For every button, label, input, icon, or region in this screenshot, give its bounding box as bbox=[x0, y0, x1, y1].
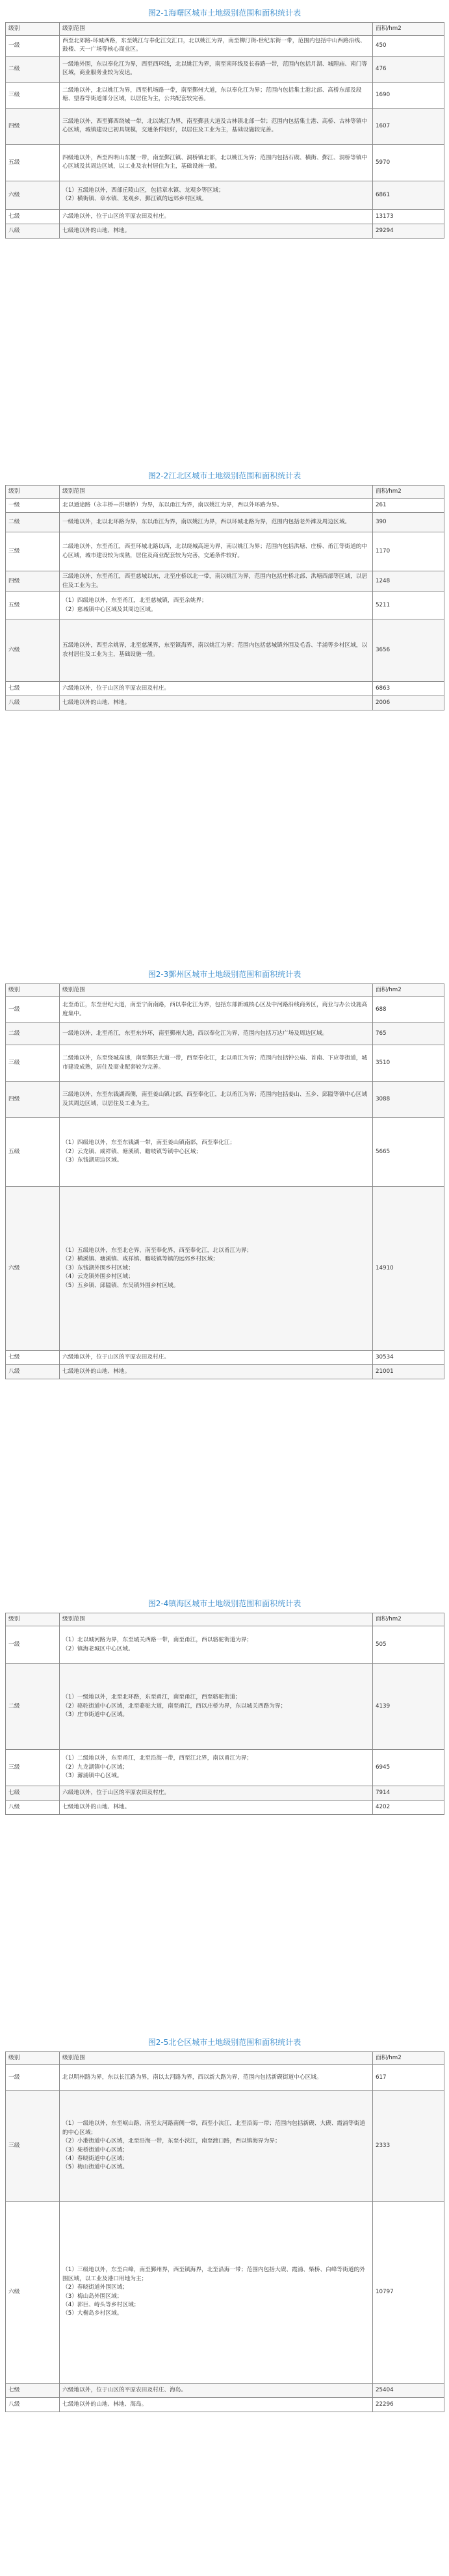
table-row bbox=[6, 2202, 444, 2384]
area-cell: 5211 bbox=[373, 592, 444, 619]
range-text: 三级地以外，西至鄞西绕城一带，北以姚江为界，南至鄞县大道及古林镇北部一带；范围内包括集士港、高桥、古林等镇中心区域，城镇建设已初具规模，交通条件较好，以居住及工业为主，基础设施较完善。 bbox=[62, 118, 368, 134]
area-cell: 13173 bbox=[373, 209, 444, 224]
table-row bbox=[6, 682, 444, 696]
table-row bbox=[6, 513, 444, 532]
range-text: 三级地以外，东至甬江，西至慈城以东，北至庄桥以北一带，南以姚江为界，范围内包括庄桥北部、洪塘西部等区域，以居住及工业为主。 bbox=[62, 573, 368, 589]
table-row bbox=[6, 997, 444, 1023]
table-title: 图2-2江北区城市土地级别范围和面积统计表 bbox=[148, 471, 301, 480]
grade-cell: 一级 bbox=[6, 36, 60, 57]
table-row bbox=[6, 2384, 444, 2398]
grade-cell: 二级 bbox=[6, 56, 60, 82]
table-row bbox=[6, 619, 444, 682]
column-header: 面积/hm2 bbox=[373, 486, 444, 499]
grade-cell: 六级 bbox=[6, 1187, 60, 1351]
table-title: 图2-5北仑区城市土地级别范围和面积统计表 bbox=[148, 2038, 301, 2047]
table-header-row bbox=[6, 486, 444, 499]
range-cell bbox=[60, 2384, 373, 2398]
grade-cell: 八级 bbox=[6, 2398, 60, 2412]
grade-cell: 八级 bbox=[6, 1801, 60, 1815]
range-text: 七级地以外的山地、林地。 bbox=[62, 1368, 131, 1375]
grade-table-section bbox=[5, 2033, 444, 2412]
area-cell: 3510 bbox=[373, 1045, 444, 1082]
grade-cell: 一级 bbox=[6, 499, 60, 513]
grade-cell: 七级 bbox=[6, 1351, 60, 1365]
range-cell bbox=[60, 209, 373, 224]
area-cell: 22296 bbox=[373, 2398, 444, 2412]
range-cell bbox=[60, 1045, 373, 1082]
area-cell: 617 bbox=[373, 2065, 444, 2091]
range-cell bbox=[60, 1786, 373, 1801]
area-cell: 476 bbox=[373, 56, 444, 82]
range-text: （1）二级地以外，东至甬江，北至沿海一带，西至江北界，南以甬江为界； （2）九龙湖镇中心区域； （3）澥浦镇中心区域。 bbox=[62, 1755, 253, 1780]
table-row bbox=[6, 36, 444, 57]
range-text: 七级地以外的山地、林地。 bbox=[62, 227, 131, 234]
area-cell: 4139 bbox=[373, 1664, 444, 1750]
range-text: 六级地以外，位于山区的平原农田及村庄。 bbox=[62, 1353, 170, 1360]
range-text: 北至甬江，东至世纪大道，南至宁南南路，西以奉化江为界，包括东部新城核心区及中河路沿线商务区，商业与办公设施高度集中。 bbox=[62, 1002, 368, 1017]
area-cell: 14910 bbox=[373, 1187, 444, 1351]
grade-cell: 六级 bbox=[6, 2202, 60, 2384]
range-text: 七级地以外的山地、林地。 bbox=[62, 1803, 131, 1810]
grade-cell: 五级 bbox=[6, 1118, 60, 1187]
area-cell: 1170 bbox=[373, 532, 444, 571]
area-cell: 450 bbox=[373, 36, 444, 57]
grade-cell: 七级 bbox=[6, 209, 60, 224]
table-row bbox=[6, 2398, 444, 2412]
table-row bbox=[6, 1082, 444, 1118]
table-header-row bbox=[6, 23, 444, 36]
grade-cell: 四级 bbox=[6, 1082, 60, 1118]
range-cell bbox=[60, 1187, 373, 1351]
area-cell: 30534 bbox=[373, 1351, 444, 1365]
range-text: 一级地外围，东以奉化江为界，西至西环线，北以姚江为界，南至南环线及长春路一带，范围内包括月湖、城隍庙、南门等区域，商业服务业较为发达。 bbox=[62, 60, 368, 77]
table-title: 图2-3鄞州区城市土地级别范围和面积统计表 bbox=[148, 970, 301, 979]
column-header: 级别范围 bbox=[60, 2052, 373, 2065]
table-row bbox=[6, 56, 444, 82]
area-cell: 3088 bbox=[373, 1082, 444, 1118]
table-title: 图2-1海曙区城市土地级别范围和面积统计表 bbox=[148, 8, 301, 18]
table-row bbox=[6, 1187, 444, 1351]
table-row bbox=[6, 532, 444, 571]
area-cell: 505 bbox=[373, 1626, 444, 1664]
range-cell bbox=[60, 592, 373, 619]
table-row bbox=[6, 1351, 444, 1365]
table-row bbox=[6, 181, 444, 209]
grade-table-section bbox=[5, 1594, 444, 1815]
range-text: 一级地以外，北以北环路为界，东以甬江为界，南以姚江为界，西以环城北路为界，范围内包括老外滩及周边区域。 bbox=[62, 518, 351, 525]
column-header: 级别 bbox=[6, 2052, 60, 2065]
table-row bbox=[6, 592, 444, 619]
range-cell bbox=[60, 532, 373, 571]
range-cell bbox=[60, 2202, 373, 2384]
range-text: 六级地以外，位于山区的平原农田及村庄。 bbox=[62, 213, 170, 220]
grade-cell: 三级 bbox=[6, 1045, 60, 1082]
table-row bbox=[6, 1118, 444, 1187]
range-text: （1）四级地以外，东至东钱湖一带，南至姜山镇南部，西至奉化江； （2）云龙镇、咸祥镇、塘溪镇、瞻岐镇等镇中心区域； （3）东钱湖周边区域。 bbox=[62, 1139, 236, 1164]
range-text: 五级地以外，西至余姚界，北至慈溪界，东至镇海界，南以姚江为界；范围内包括慈城镇外围及毛岙、半浦等乡村区域，以农村居住及工业为主，基础设施一般。 bbox=[62, 642, 368, 658]
range-cell bbox=[60, 499, 373, 513]
range-text: 四级地以外，西至四明山东麓一带，南至鄞江镇、洞桥镇北部，北以姚江为界；范围内包括石碶、横街、鄞江、洞桥等镇中心区域及其周边区域，以工业及农村居住为主，基础设施一般。 bbox=[62, 154, 368, 170]
grade-cell: 二级 bbox=[6, 1664, 60, 1750]
table-row bbox=[6, 108, 444, 144]
table-row bbox=[6, 2091, 444, 2202]
grade-cell: 三级 bbox=[6, 82, 60, 108]
area-cell: 7914 bbox=[373, 1786, 444, 1801]
table-row bbox=[6, 571, 444, 592]
grade-cell: 一级 bbox=[6, 997, 60, 1023]
range-text: 六级地以外，位于山区的平原农田及村庄、海岛。 bbox=[62, 2386, 187, 2393]
column-header: 级别范围 bbox=[60, 1613, 373, 1626]
table-row bbox=[6, 1045, 444, 1082]
grade-cell: 七级 bbox=[6, 682, 60, 696]
grade-cell: 三级 bbox=[6, 1750, 60, 1786]
range-cell bbox=[60, 181, 373, 209]
range-cell bbox=[60, 82, 373, 108]
area-cell: 3656 bbox=[373, 619, 444, 682]
table-row bbox=[6, 1664, 444, 1750]
table-row bbox=[6, 144, 444, 181]
column-header: 面积/hm2 bbox=[373, 984, 444, 997]
column-header: 面积/hm2 bbox=[373, 23, 444, 36]
range-cell bbox=[60, 619, 373, 682]
range-cell bbox=[60, 682, 373, 696]
range-text: （1）五级地以外，东至北仑界，南至奉化界，西至奉化江，北以甬江为界； （2）横溪镇、塘溪镇、咸祥镇、瞻岐镇等镇的远郊乡村区域； （3）东钱湖外围乡村区域； （4）云龙镇外围乡村区域； （5）五乡镇、邱隘镇、东吴镇外围乡村区域。 bbox=[62, 1247, 253, 1289]
range-cell bbox=[60, 1801, 373, 1815]
column-header: 级别 bbox=[6, 23, 60, 36]
grade-cell: 二级 bbox=[6, 513, 60, 532]
grade-table-section bbox=[5, 467, 444, 710]
grade-table-section bbox=[5, 965, 444, 1379]
area-cell: 10797 bbox=[373, 2202, 444, 2384]
grade-cell: 八级 bbox=[6, 1365, 60, 1379]
range-cell bbox=[60, 696, 373, 710]
table-row bbox=[6, 1801, 444, 1815]
column-header: 级别 bbox=[6, 984, 60, 997]
table-row bbox=[6, 1750, 444, 1786]
column-header: 级别范围 bbox=[60, 23, 373, 36]
area-cell: 6863 bbox=[373, 682, 444, 696]
range-text: （1）一级地以外，北至北环路，东至甬江，南至甬江，西至骆驼街道； （2）骆驼街道中心区域，北至骆驼大道，南至甬江，西以庄桥为界，东以城关西路为界； （3）庄市街道中心区域。 bbox=[62, 1694, 287, 1719]
area-cell: 5665 bbox=[373, 1118, 444, 1187]
range-cell bbox=[60, 1626, 373, 1664]
area-cell: 261 bbox=[373, 499, 444, 513]
grade-cell: 八级 bbox=[6, 224, 60, 238]
table-row bbox=[6, 1365, 444, 1379]
column-header: 级别 bbox=[6, 1613, 60, 1626]
table-row bbox=[6, 1023, 444, 1045]
range-cell bbox=[60, 1118, 373, 1187]
column-header: 面积/hm2 bbox=[373, 2052, 444, 2065]
range-text: 二级地以外，东至甬江，西至环城北路以西，北以绕城高速为界，南以姚江为界；范围内包括洪塘、庄桥、甬江等街道的中心区域，城市建设较为成熟，居住及商业配套较为完善，交通条件较好。 bbox=[62, 543, 368, 559]
range-text: 一级地以外，北至甬江，东至东外环，南至鄞州大道，西以奉化江为界，范围内包括万达广场及周边区域。 bbox=[62, 1030, 328, 1037]
grade-cell: 四级 bbox=[6, 108, 60, 144]
column-header: 级别 bbox=[6, 486, 60, 499]
range-text: 七级地以外的山地、林地。 bbox=[62, 699, 131, 706]
range-cell bbox=[60, 1351, 373, 1365]
range-cell bbox=[60, 1082, 373, 1118]
table-header-row bbox=[6, 2052, 444, 2065]
range-cell bbox=[60, 997, 373, 1023]
range-text: （1）五级地以外，西部丘陵山区，包括章水镇、龙观乡等区域； （2）横街镇、章水镇、龙观乡、鄞江镇的远郊乡村区域。 bbox=[62, 187, 224, 203]
area-cell: 6861 bbox=[373, 181, 444, 209]
grade-table-section bbox=[5, 4, 444, 239]
area-cell: 5970 bbox=[373, 144, 444, 181]
range-cell bbox=[60, 144, 373, 181]
range-cell bbox=[60, 1365, 373, 1379]
table-row bbox=[6, 224, 444, 238]
grade-table bbox=[5, 22, 444, 239]
area-cell: 1248 bbox=[373, 571, 444, 592]
table-header-row bbox=[6, 1613, 444, 1626]
grade-cell: 一级 bbox=[6, 1626, 60, 1664]
table-title: 图2-4镇海区城市土地级别范围和面积统计表 bbox=[148, 1599, 301, 1608]
range-text: 三级地以外，东至东钱湖西侧，南至姜山镇北部，西至奉化江，北以甬江为界；范围内包括姜山、五乡、邱隘等镇中心区域及其周边区域，以居住及工业为主。 bbox=[62, 1091, 368, 1107]
grade-cell: 二级 bbox=[6, 1023, 60, 1045]
range-cell bbox=[60, 108, 373, 144]
range-cell bbox=[60, 2091, 373, 2202]
area-cell: 25404 bbox=[373, 2384, 444, 2398]
table-row bbox=[6, 1626, 444, 1664]
grade-cell: 五级 bbox=[6, 144, 60, 181]
range-cell bbox=[60, 1023, 373, 1045]
grade-cell: 七级 bbox=[6, 2384, 60, 2398]
range-text: 北以通途路（永丰桥—洪塘桥）为界，东以甬江为界，南以姚江为界，西以外环路为界。 bbox=[62, 501, 283, 508]
grade-cell: 一级 bbox=[6, 2065, 60, 2091]
grade-cell: 四级 bbox=[6, 571, 60, 592]
range-text: 西至北郊路-环城西路，东至姚江与奉化江交汇口，北以姚江为界，南至柳汀街-世纪东街一带，范围内包括中山西路沿线、鼓楼、天一广场等核心商业区。 bbox=[62, 38, 366, 53]
range-text: （1）三级地以外，东至白峰，南至鄞州界，西至镇海界，北至沿海一带；范围内包括大碶、霞浦、柴桥、白峰等街道的外围区域，以工业及港口用地为主； （2）春晓街道外围区域； （3）梅山岛外围区域； （4）郭巨、峙头等乡村区域； （5）大榭岛乡村区域。 bbox=[62, 2267, 365, 2317]
range-text: 六级地以外，位于山区的平原农田及村庄。 bbox=[62, 684, 170, 692]
table-row bbox=[6, 2065, 444, 2091]
range-text: （1）一级地以外，东至岷山路，南至太河路南侧一带，西至小浃江，北至沿海一带；范围内包括新碶、大碶、霞浦等街道的中心区域； （2）小港街道中心区域，北至沿海一带，东至小浃江，南至渡口路，西以镇海界为界； （3）柴桥街道中心区域； （4）春晓街道中心区域； （5）梅山街道中心区域。 bbox=[62, 2120, 365, 2171]
area-cell: 390 bbox=[373, 513, 444, 532]
table-header-row bbox=[6, 984, 444, 997]
grade-cell: 五级 bbox=[6, 592, 60, 619]
area-cell: 4202 bbox=[373, 1801, 444, 1815]
grade-table bbox=[5, 983, 444, 1379]
area-cell: 2006 bbox=[373, 696, 444, 710]
range-cell bbox=[60, 2398, 373, 2412]
area-cell: 29294 bbox=[373, 224, 444, 238]
grade-table bbox=[5, 485, 444, 710]
range-cell bbox=[60, 1664, 373, 1750]
range-cell bbox=[60, 1750, 373, 1786]
table-row bbox=[6, 499, 444, 513]
range-text: （1）北以城河路为界，东至城关西路一带，南至甬江，西以骆驼街道为界； （2）镇海老城区中心区域。 bbox=[62, 1637, 253, 1652]
grade-cell: 六级 bbox=[6, 181, 60, 209]
range-text: 二级地以外，东至绕城高速，南至鄞县大道一带，西至奉化江，北以甬江为界；范围内包括钟公庙、首南、下应等街道，城市建设成熟，居住及商业配套较为完善。 bbox=[62, 1055, 368, 1071]
column-header: 级别范围 bbox=[60, 486, 373, 499]
area-cell: 21001 bbox=[373, 1365, 444, 1379]
area-cell: 1690 bbox=[373, 82, 444, 108]
grade-table bbox=[5, 2051, 444, 2412]
area-cell: 6945 bbox=[373, 1750, 444, 1786]
range-text: 六级地以外，位于山区的平原农田及村庄。 bbox=[62, 1789, 170, 1796]
range-cell bbox=[60, 2065, 373, 2091]
area-cell: 688 bbox=[373, 997, 444, 1023]
table-row bbox=[6, 209, 444, 224]
range-text: 北以明州路为界，东以长江路为界，南以太河路为界，西以新大路为界，范围内包括新碶街道中心区域。 bbox=[62, 2074, 322, 2081]
table-row bbox=[6, 696, 444, 710]
range-cell bbox=[60, 571, 373, 592]
grade-cell: 七级 bbox=[6, 1786, 60, 1801]
range-cell bbox=[60, 224, 373, 238]
range-cell bbox=[60, 513, 373, 532]
range-text: 二级地以外，北以姚江为界，西至机场路一带，南至鄞州大道，东以奉化江为界；范围内包括集士港北部、高桥东部及段塘、望春等街道部分区域，以居住为主，公共配套较完善。 bbox=[62, 86, 362, 103]
range-cell bbox=[60, 56, 373, 82]
grade-cell: 八级 bbox=[6, 696, 60, 710]
grade-cell: 六级 bbox=[6, 619, 60, 682]
area-cell: 765 bbox=[373, 1023, 444, 1045]
range-text: 七级地以外的山地、林地、海岛。 bbox=[62, 2400, 148, 2408]
column-header: 面积/hm2 bbox=[373, 1613, 444, 1626]
range-cell bbox=[60, 36, 373, 57]
table-row bbox=[6, 1786, 444, 1801]
grade-table bbox=[5, 1613, 444, 1815]
area-cell: 2333 bbox=[373, 2091, 444, 2202]
area-cell: 1607 bbox=[373, 108, 444, 144]
grade-cell: 三级 bbox=[6, 2091, 60, 2202]
table-row bbox=[6, 82, 444, 108]
grade-cell: 三级 bbox=[6, 532, 60, 571]
range-text: （1）四级地以外，东至甬江，北至慈城镇，西至余姚界； （2）慈城镇中心区域及其周边区域。 bbox=[62, 597, 207, 613]
column-header: 级别范围 bbox=[60, 984, 373, 997]
